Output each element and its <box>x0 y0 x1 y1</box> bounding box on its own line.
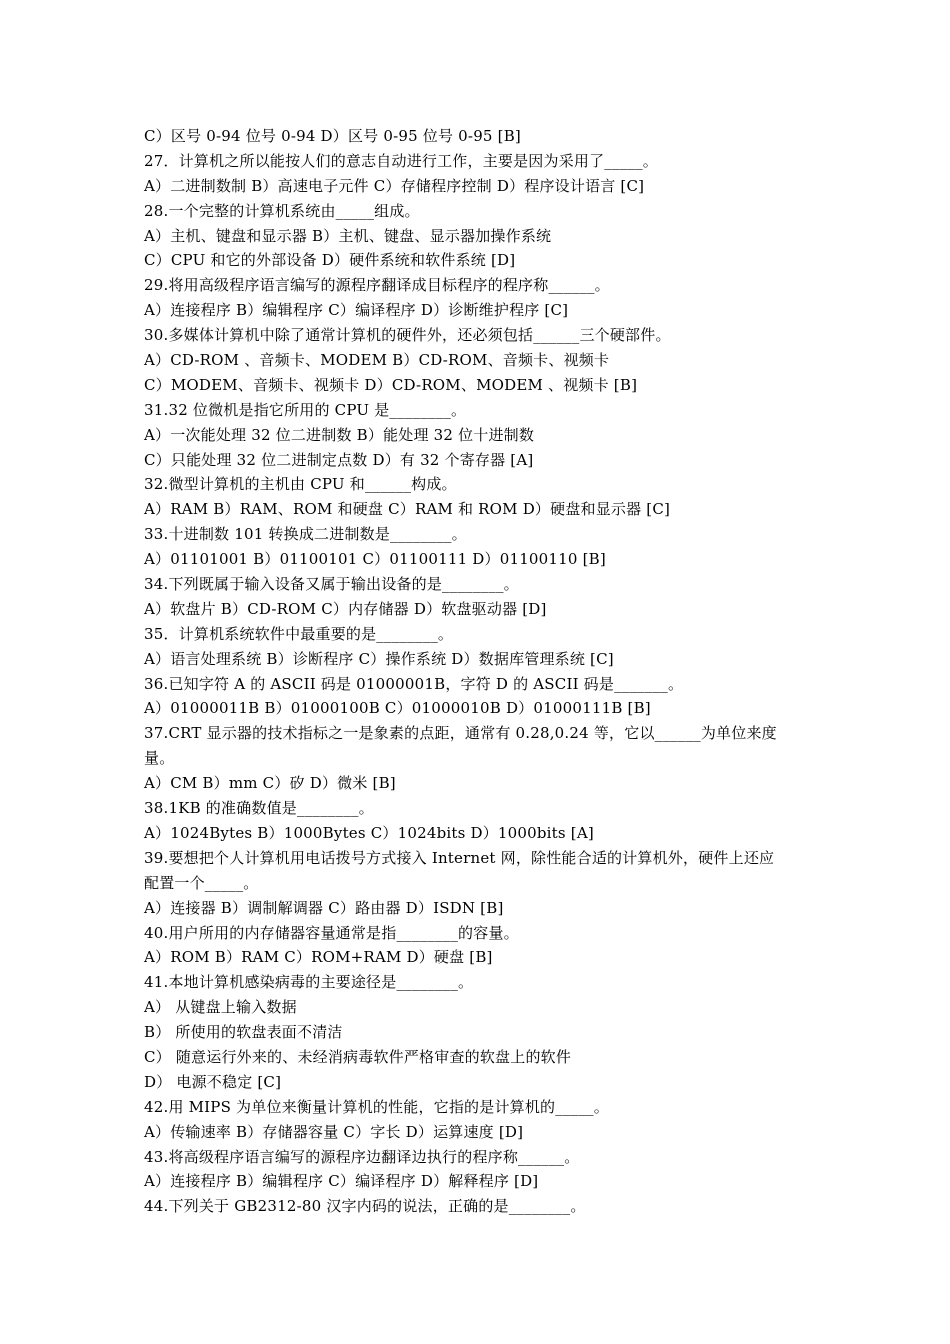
answer-options: A）传输速率 B）存储器容量 C）字长 D）运算速度 [D] <box>144 1122 524 1141</box>
answer-options: C）MODEM、音频卡、视频卡 D）CD-ROM、MODEM 、视频卡 [B] <box>144 375 638 394</box>
question-34: 34.下列既属于输入设备又属于输出设备的是________。 <box>144 575 519 594</box>
document-body <box>144 124 812 1219</box>
question-38: 38.1KB 的准确数值是________。 <box>144 799 374 818</box>
question-33: 33.十进制数 101 转换成二进制数是________。 <box>144 525 467 544</box>
question-41: 41.本地计算机感染病毒的主要途径是________。 <box>144 973 474 992</box>
answer-options: A）01101001 B）01100101 C）01100111 D）01100110 [B] <box>144 550 606 569</box>
question-29: 29.将用高级程序语言编写的源程序翻译成目标程序的程序称______。 <box>144 276 610 295</box>
answer-options: A）CM B）mm C）矽 D）微米 [B] <box>144 774 396 793</box>
answer-options: A）连接程序 B）编辑程序 C）编译程序 D）诊断维护程序 [C] <box>144 301 569 320</box>
answer-options: A）二进制数制 B）高速电子元件 C）存储程序控制 D）程序设计语言 [C] <box>144 176 645 195</box>
question-31: 31.32 位微机是指它所用的 CPU 是________。 <box>144 400 467 419</box>
question-37: 37.CRT 显示器的技术指标之一是象素的点距，通常有 0.28,0.24 等，它以______为单位来度 <box>144 724 777 743</box>
question-28: 28.一个完整的计算机系统由_____组成。 <box>144 201 420 220</box>
answer-options: A）连接器 B）调制解调器 C）路由器 D）ISDN [B] <box>144 898 504 917</box>
answer-options: A）连接程序 B）编辑程序 C）编译程序 D）解释程序 [D] <box>144 1172 539 1191</box>
answer-option-b: B） 所使用的软盘表面不清洁 <box>144 1023 343 1042</box>
question-39: 39.要想把个人计算机用电话拨号方式接入 Internet 网，除性能合适的计算机外，硬件上还应 <box>144 848 775 867</box>
answer-options: A）01000011B B）01000100B C）01000010B D）01000111B [B] <box>144 699 651 718</box>
answer-options: A）语言处理系统 B）诊断程序 C）操作系统 D）数据库管理系统 [C] <box>144 649 614 668</box>
question-37-continuation: 量。 <box>144 749 175 768</box>
text-line: C）区号 0-94 位号 0-94 D）区号 0-95 位号 0-95 [B] <box>144 127 521 145</box>
question-27: 27．计算机之所以能按人们的意志自动进行工作，主要是因为采用了_____。 <box>144 151 658 170</box>
answer-options: C）只能处理 32 位二进制定点数 D）有 32 个寄存器 [A] <box>144 450 534 469</box>
answer-options: A）一次能处理 32 位二进制数 B）能处理 32 位十进制数 <box>144 425 535 444</box>
answer-option-a: A） 从键盘上输入数据 <box>144 998 297 1017</box>
answer-options: A）1024Bytes B）1000Bytes C）1024bits D）1000bits [A] <box>144 823 594 842</box>
question-43: 43.将高级程序语言编写的源程序边翻译边执行的程序称______。 <box>144 1147 580 1166</box>
question-35: 35．计算机系统软件中最重要的是________。 <box>144 624 454 643</box>
answer-options: A）软盘片 B）CD-ROM C）内存储器 D）软盘驱动器 [D] <box>144 599 547 618</box>
question-39-continuation: 配置一个_____。 <box>144 873 259 892</box>
question-32: 32.微型计算机的主机由 CPU 和______构成。 <box>144 475 457 494</box>
answer-options: C）CPU 和它的外部设备 D）硬件系统和软件系统 [D] <box>144 251 516 270</box>
answer-option-d: D） 电源不稳定 [C] <box>144 1072 282 1091</box>
answer-options: A）CD-ROM 、音频卡、MODEM B）CD-ROM、音频卡、视频卡 <box>144 351 610 370</box>
question-40: 40.用户所用的内存储器容量通常是指________的容量。 <box>144 923 519 942</box>
answer-options: A）RAM B）RAM、ROM 和硬盘 C）RAM 和 ROM D）硬盘和显示器 [C] <box>144 500 671 519</box>
answer-option-c: C） 随意运行外来的、未经消病毒软件严格审查的软盘上的软件 <box>144 1047 572 1066</box>
question-30: 30.多媒体计算机中除了通常计算机的硬件外，还必须包括______三个硬部件。 <box>144 326 671 345</box>
question-36: 36.已知字符 A 的 ASCII 码是 01000001B，字符 D 的 ASCII 码是_______。 <box>144 674 684 693</box>
question-44: 44.下列关于 GB2312-80 汉字内码的说法，正确的是________。 <box>144 1197 586 1216</box>
answer-options: A）ROM B）RAM C）ROM+RAM D）硬盘 [B] <box>144 948 493 967</box>
answer-options: A）主机、键盘和显示器 B）主机、键盘、显示器加操作系统 <box>144 226 552 245</box>
question-42: 42.用 MIPS 为单位来衡量计算机的性能，它指的是计算机的_____。 <box>144 1097 609 1116</box>
